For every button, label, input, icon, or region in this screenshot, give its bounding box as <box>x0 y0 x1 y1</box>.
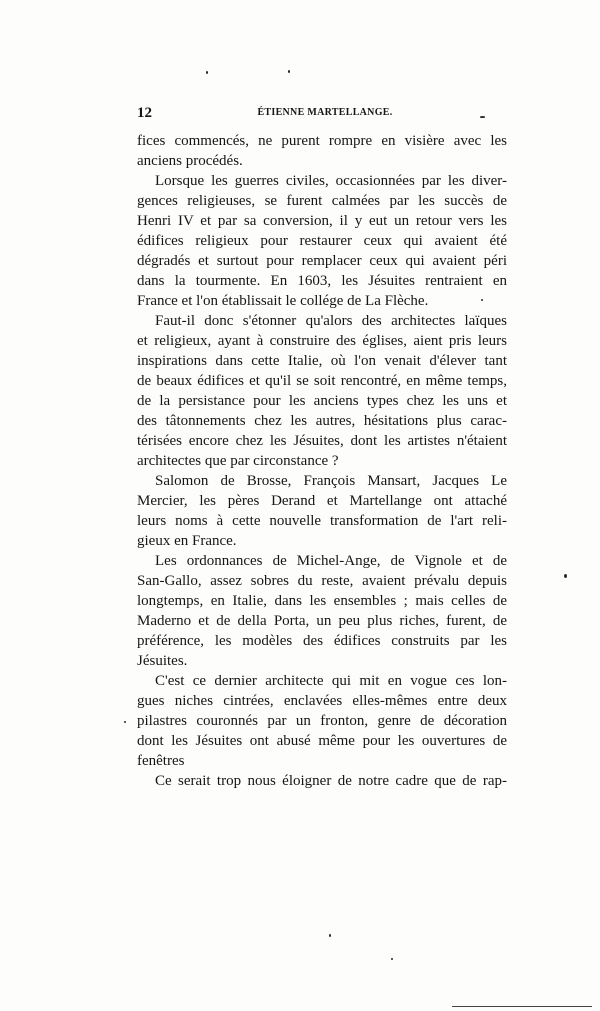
line-text: architectes que par circonstance ? <box>137 453 339 469</box>
line-text: préférence, les modèles des édifices construits par les <box>137 633 507 649</box>
line-text: longtemps, en Italie, dans les ensembles ; mais celles de <box>137 593 507 609</box>
paragraph <box>137 551 507 671</box>
text-line <box>137 331 507 351</box>
line-text: édifices religieux pour restaurer ceux qui avaient été <box>137 233 507 249</box>
paragraph <box>137 171 507 311</box>
text-line <box>137 771 507 791</box>
text-line <box>137 551 507 571</box>
text-line <box>137 671 507 691</box>
text-line <box>137 171 507 191</box>
line-text: térisées encore chez les Jésuites, dont les artistes n'étaient <box>137 433 507 449</box>
text-line <box>137 711 507 731</box>
line-text: C'est ce dernier architecte qui mit en vogue ces lon- <box>155 673 507 689</box>
text-line <box>137 211 507 231</box>
scan-speck <box>564 574 567 578</box>
text-line <box>137 151 507 171</box>
line-text: de beaux édifices et qu'il se soit rencontré, en même temps, <box>137 373 507 389</box>
line-text: leurs noms à cette nouvelle transformation de l'art reli- <box>137 513 507 529</box>
text-line <box>137 311 507 331</box>
line-text: Ce serait trop nous éloigner de notre cadre que de rap- <box>155 773 507 789</box>
line-text: Henri IV et par sa conversion, il y eut un retour vers les <box>137 213 507 229</box>
text-line <box>137 191 507 211</box>
text-line <box>137 731 507 751</box>
text-line <box>137 371 507 391</box>
text-line <box>137 391 507 411</box>
scan-speck <box>124 721 126 723</box>
line-text: Les ordonnances de Michel-Ange, de Vignole et de <box>155 553 507 569</box>
line-text: Mercier, les pères Derand et Martellange ont attaché <box>137 493 507 509</box>
line-text: Lorsque les guerres civiles, occasionnées par les diver- <box>155 173 507 189</box>
scan-speck <box>391 958 393 960</box>
line-text: gences religieuses, se furent calmées par les succès de <box>137 193 507 209</box>
line-text: Salomon de Brosse, François Mansart, Jacques Le <box>155 473 507 489</box>
line-text: gieux en France. <box>137 533 237 549</box>
text-line <box>137 271 507 291</box>
paragraph <box>137 771 507 791</box>
paragraph <box>137 311 507 471</box>
scan-speck <box>288 70 290 73</box>
text-line <box>137 291 507 311</box>
text-line <box>137 531 507 551</box>
text-line <box>137 691 507 711</box>
line-text: fices commencés, ne purent rompre en visière avec les <box>137 133 507 149</box>
running-head: ÉTIENNE MARTELLANGE. <box>257 107 393 118</box>
paragraph <box>137 671 507 771</box>
text-line <box>137 511 507 531</box>
line-text: inspirations dans cette Italie, où l'on venait d'élever tant <box>137 353 507 369</box>
scan-speck <box>329 934 331 937</box>
text-line <box>137 571 507 591</box>
text-line <box>137 491 507 511</box>
text-line <box>137 431 507 451</box>
scan-speck <box>206 71 208 74</box>
text-line <box>137 251 507 271</box>
text-line <box>137 471 507 491</box>
line-text: San-Gallo, assez sobres du reste, avaient prévalu depuis <box>137 573 507 589</box>
line-text: Maderno et de della Porta, un peu plus riches, furent, de <box>137 613 507 629</box>
text-line <box>137 131 507 151</box>
text-line <box>137 631 507 651</box>
line-text: dans la tourmente. En 1603, les Jésuites rentraient en <box>137 273 507 289</box>
paragraph <box>137 131 507 171</box>
line-text: anciens procédés. <box>137 153 243 169</box>
text-line <box>137 351 507 371</box>
text-line <box>137 451 507 471</box>
line-text: pilastres couronnés par un fronton, genre de décoration <box>137 713 507 729</box>
text-line <box>137 751 507 771</box>
line-text: et religieux, ayant à construire des églises, aient pris leurs <box>137 333 507 349</box>
text-line <box>137 651 507 671</box>
paragraph <box>137 471 507 551</box>
text-line <box>137 231 507 251</box>
line-text: dont les Jésuites ont abusé même pour les ouvertures de <box>137 733 507 749</box>
line-text: France et l'on établissait le collége de La Flèche. <box>137 293 429 309</box>
body-text <box>137 131 507 791</box>
line-text: Faut-il donc s'étonner qu'alors des architectes laïques <box>155 313 507 329</box>
line-text: fenêtres <box>137 753 185 769</box>
line-text: des tâtonnements chez les autres, hésitations plus carac- <box>137 413 507 429</box>
line-text: gues niches cintrées, enclavées elles-mêmes entre deux <box>137 693 507 709</box>
page-number: 12 <box>137 105 152 121</box>
text-line <box>137 411 507 431</box>
line-text: Jésuites. <box>137 653 188 669</box>
text-line <box>137 611 507 631</box>
line-text: de la persistance pour les anciens types chez les uns et <box>137 393 507 409</box>
line-text: dégradés et surtout pour remplacer ceux qui avaient péri <box>137 253 507 269</box>
text-line <box>137 591 507 611</box>
scan-speck <box>480 116 485 118</box>
footer-rule <box>452 1006 592 1007</box>
